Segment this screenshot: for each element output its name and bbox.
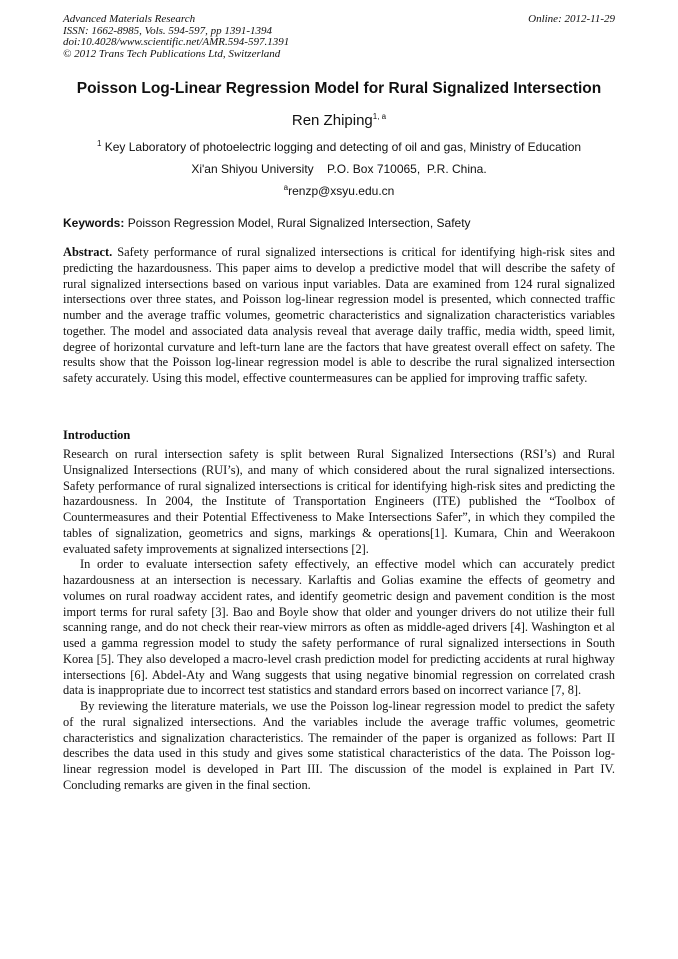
keywords-label: Keywords: (63, 216, 125, 230)
paragraph: By reviewing the literature materials, we use the Poisson log-linear regression model to predict the safety of the rural signalized intersections. And the variables include the average traffic volumes, geometric characteristics and signalization characteristics. The remainder of the paper is organized as follows: Part II describes the data used in this study and gives some statistical characteristics of the data. The Poisson log-linear regression model is developed in Part III. The discussion of the model is explained in Part IV. Concluding remarks are given in the final section. (63, 699, 615, 792)
email-sup: a (283, 183, 289, 192)
affiliation-sup: 1 (96, 139, 102, 148)
paragraph: In order to evaluate intersection safety effectively, an effective model which can accurately predict hazardousness at an intersection is necessary. Karlaftis and Golias examine the effects of geometry and volumes on rural roadway accident rates, and identify geometric design and pavement condition is the most import terms for rural safety [3]. Bao and Boyle show that older and younger drivers do not utilize their full scanning range, and do not check their rear-view mirrors as often as middle-aged drivers [4]. Washington et al used a gamma regression model to study the safety performance of rural signalized intersections in South Korea [5]. They also developed a macro-level crash prediction model for predicting accidents at rural highway intersections [6]. Abdel-Aty and Wang suggests that using negative binomial regression on correlated crash data is inappropriate due to incorrect test statistics and standard errors based on incorrect variance [7, 8]. (63, 557, 615, 698)
abstract-text: Safety performance of rural signalized intersections is critical for identifying high-risk sites and predicting the hazardousness. This paper aims to develop a predictive model that will describe the safety of rural signalized intersections based on various input variables. Data are examined from 124 rural signalized intersections over three states, and Poisson log-linear regression model is presented, which connected traffic number and the average traffic volumes, geometric characteristics and signalization characteristics variables together. The model and associated data analysis reveal that average daily traffic, media width, speed limit, degree of horizontal curvature and left-turn lane are the factors that have greatest overall effect on safety. The results show that the Poisson log-linear regression model is able to describe the rural signalized intersection safety accurately. Using this model, effective countermeasures can be applied for improving traffic safety. (63, 245, 615, 385)
copyright: © 2012 Trans Tech Publications Ltd, Switzerland (63, 47, 281, 60)
keywords (63, 216, 471, 230)
author (0, 112, 678, 129)
paper-title: Poisson Log-Linear Regression Model for Rural Signalized Intersection (76, 80, 602, 97)
author-name: Ren Zhiping (291, 112, 373, 129)
journal-name: Advanced Materials Research (63, 13, 196, 25)
email: renzp@xsyu.edu.cn (288, 184, 395, 198)
keywords-text: Poisson Regression Model, Rural Signalized Intersection, Safety (124, 216, 471, 230)
doi: doi:10.4028/www.scientific.net/AMR.594-597.1391 (63, 36, 290, 48)
online-date: Online: 2012-11-29 (528, 13, 615, 25)
abstract-label: Abstract. (63, 245, 113, 259)
paragraph: Research on rural intersection safety is split between Rural Signalized Intersections (RSI’s) and Rural Unsignalized Intersections (RUI’s), and many of which considered about the rural signalized intersections. Safety performance of rural signalized intersections is critical for identifying high-risk sites and predicting the hazardousness. In 2004, the Institute of Transportation Engineers (ITE) published the “Toolbox of Countermeasures and their Potential Effectiveness to Make Intersections Safer”, in which they compiled the tables of signalization, geometrics and signs, markings & operations[1]. Kumara, Chin and Weerakoon evaluated safety improvements at signalized intersections [2]. (63, 447, 615, 556)
affiliation-line2: Xi'an Shiyou University P.O. Box 710065, P.R. China. (191, 162, 487, 176)
introduction-body (63, 447, 615, 794)
author-sup: 1, a (372, 112, 387, 121)
affiliation-text: Key Laboratory of photoelectric logging and detecting of oil and gas, Ministry of Education (104, 140, 582, 154)
section-heading-introduction: Introduction (63, 428, 131, 442)
abstract (63, 245, 615, 387)
email-line (0, 183, 678, 198)
affiliation-line1 (0, 139, 678, 154)
issn: ISSN: 1662-8985, Vols. 594-597, pp 1391-1394 (63, 24, 272, 37)
journal-header (63, 14, 615, 60)
